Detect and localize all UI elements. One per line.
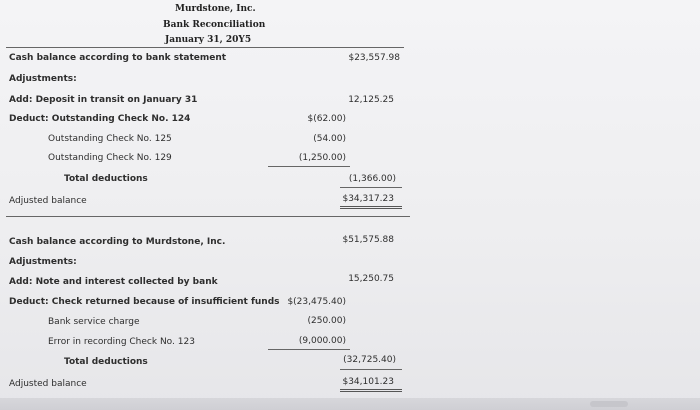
- bank-item-label: Outstanding Check No. 125: [48, 134, 172, 144]
- bank-item-value: (1,250.00): [298, 153, 346, 163]
- company-balance-value: $51,575.88: [342, 235, 394, 245]
- section-divider: [6, 216, 410, 217]
- company-subtotal-rule: [268, 349, 350, 350]
- company-adjusted-double-rule: [340, 389, 402, 392]
- company-adjusted-label: Adjusted balance: [9, 379, 87, 389]
- bank-item-value: (54.00): [313, 134, 346, 144]
- company-total-label: Total deductions: [64, 357, 148, 367]
- company-add-value: 15,250.75: [348, 274, 394, 284]
- company-item-label: Error in recording Check No. 123: [48, 337, 195, 347]
- bank-item-label: Outstanding Check No. 129: [48, 153, 172, 163]
- bottom-edge: [0, 398, 700, 410]
- bank-balance-value: $23,557.98: [348, 53, 400, 63]
- bank-total-rule: [340, 187, 402, 188]
- bank-adjusted-double-rule: [340, 206, 402, 209]
- company-total-rule: [340, 369, 402, 370]
- bank-deduct-value: $(62.00): [307, 114, 346, 124]
- bank-add-label: Add: Deposit in transit on January 31: [9, 95, 198, 105]
- bank-deduct-label: Deduct: Outstanding Check No. 124: [9, 114, 191, 124]
- company-name: Murdstone, Inc.: [175, 4, 256, 14]
- bank-total-label: Total deductions: [64, 174, 148, 184]
- company-deduct-value: $(23,475.40): [287, 297, 346, 307]
- bank-total-value: (1,366.00): [348, 174, 396, 184]
- company-adjusted-value: $34,101.23: [342, 377, 394, 387]
- company-item-value: (9,000.00): [298, 336, 346, 346]
- bank-adjustments-label: Adjustments:: [9, 74, 77, 84]
- bank-subtotal-rule: [268, 166, 350, 167]
- report-date: January 31, 20Y5: [165, 35, 252, 45]
- bank-add-value: 12,125.25: [348, 95, 394, 105]
- company-add-label: Add: Note and interest collected by bank: [9, 277, 218, 287]
- company-total-value: (32,725.40): [343, 355, 396, 365]
- company-adjustments-label: Adjustments:: [9, 257, 77, 267]
- bank-balance-label: Cash balance according to bank statement: [9, 53, 227, 63]
- company-item-label: Bank service charge: [48, 317, 140, 327]
- header-rule: [6, 47, 404, 48]
- company-balance-label: Cash balance according to Murdstone, Inc.: [9, 237, 226, 247]
- bank-adjusted-value: $34,317.23: [342, 194, 394, 204]
- company-item-value: (250.00): [307, 316, 346, 326]
- bank-adjusted-label: Adjusted balance: [9, 196, 87, 206]
- company-deduct-label: Deduct: Check returned because of insufficient funds: [9, 297, 280, 307]
- report-title: Bank Reconciliation: [163, 20, 266, 30]
